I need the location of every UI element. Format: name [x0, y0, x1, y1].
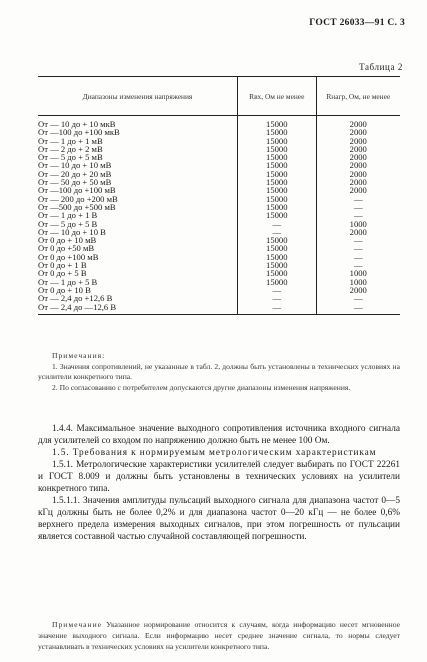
- note-1: 1. Значения сопротивлений, не указанные в табл. 2, должны быть установлены в технических условиях на усилители конкретного типа.: [38, 361, 400, 381]
- cell-range: От —500 до +500 мВ: [38, 201, 116, 212]
- cell-range: От — 2 до + 2 мВ: [38, 143, 103, 154]
- table-row: [38, 278, 400, 286]
- cell-range: От — 10 до + 10 В: [38, 226, 106, 237]
- cell-range: От —100 до +100 мВ: [38, 185, 116, 196]
- cell-range: От — 5 до + 5 мВ: [38, 152, 103, 163]
- cell-range: От 0 до + 10 мВ: [38, 235, 97, 246]
- cell-rin: 15000: [238, 236, 317, 244]
- cell-range: От — 1 до + 1 мВ: [38, 135, 103, 146]
- cell-range: От — 1 до + 5 В: [38, 276, 98, 287]
- cell-rload: —: [316, 195, 400, 203]
- cell-rload: 2000: [316, 178, 400, 186]
- page-header: ГОСТ 26033—91 С. 3: [309, 18, 405, 28]
- cell-range: От — 10 до + 10 мВ: [38, 160, 112, 171]
- cell-range: От — 50 до + 50 мВ: [38, 177, 112, 188]
- cell-rload: 2000: [316, 170, 400, 178]
- cell-range: От 0 до + 5 В: [38, 268, 87, 279]
- cell-rload: 2000: [316, 161, 400, 169]
- cell-range: От — 200 до +200 мВ: [38, 193, 118, 204]
- footnote: [38, 620, 400, 652]
- cell-rload: —: [316, 294, 400, 302]
- cell-rin: 15000: [238, 178, 317, 186]
- cell-rin: 15000: [238, 128, 317, 136]
- note-2: 2. По согласованию с потребителем допускаются другие диапазоны изменения напряжения.: [52, 382, 351, 392]
- cell-rload: 2000: [316, 116, 400, 129]
- cell-range: От — 10 до + 10 мкВ: [38, 119, 116, 129]
- cell-rload: —: [316, 211, 400, 219]
- cell-range: От 0 до +50 мВ: [38, 243, 95, 254]
- cell-rin: —: [238, 294, 317, 302]
- cell-rin: 15000: [238, 186, 317, 194]
- cell-range: От 0 до + 1 В: [38, 260, 87, 271]
- section-heading-1-5: 1.5. Требования к нормируемым метрологическим характеристикам: [52, 448, 377, 458]
- table-row: [38, 261, 400, 269]
- cell-rin: —: [238, 220, 317, 228]
- cell-rin: 15000: [238, 161, 317, 169]
- cell-rin: 15000: [238, 203, 317, 211]
- table-notes: [38, 351, 400, 393]
- cell-range: От 0 до +100 мВ: [38, 251, 99, 262]
- cell-rload: 1000: [316, 278, 400, 286]
- cell-rload: 2000: [316, 145, 400, 153]
- cell-rin: 15000: [238, 261, 317, 269]
- table-title: Таблица 2: [359, 62, 403, 72]
- paragraph-1-5-1-1: 1.5.1.1. Значения амплитуды пульсаций выходного сигнала для диапазона частот 0—5 кГц должны быть не более 0,2% и для диапазона частот 0—20 кГц — не более 0,6% верхнего предела измерения выходных сигналов, при этом погрешность от пульсации является составной частью случайной составляющей погрешности.: [38, 496, 400, 542]
- cell-rin: 15000: [238, 153, 317, 161]
- cell-range: От — 1 до + 1 В: [38, 210, 98, 221]
- cell-rin: 15000: [238, 278, 317, 286]
- column-header-rload: Rнагр, Ом, не менее: [316, 77, 400, 116]
- cell-rload: 1000: [316, 220, 400, 228]
- table-header-row: [38, 77, 400, 116]
- cell-rin: 15000: [238, 116, 317, 129]
- table-body: [38, 116, 400, 315]
- cell-range: От — 20 до + 20 мВ: [38, 168, 112, 179]
- cell-range: От — 2,4 до —12,6 В: [38, 303, 238, 315]
- cell-rload: 2000: [316, 286, 400, 294]
- cell-rin: 15000: [238, 211, 317, 219]
- cell-rin: 15000: [238, 145, 317, 153]
- cell-rin: 15000: [238, 170, 317, 178]
- footnote-text: Указанное нормирование относится к случаям, когда информацию несет мгновенное значение выходного сигнала. Если информацию несет среднее значение сигнала, то нормы следует устанавливать в технических условиях на усилители конкретного типа.: [38, 620, 400, 651]
- cell-rload: 2000: [316, 186, 400, 194]
- cell-rin: 15000: [238, 137, 317, 145]
- column-header-range: Диапазоны изменения напряжения: [38, 77, 238, 116]
- cell-rload: —: [316, 203, 400, 211]
- cell-range: От — 5 до + 5 В: [38, 218, 98, 229]
- cell-rin: —: [238, 228, 317, 236]
- cell-rload: —: [316, 244, 400, 252]
- notes-heading: Примечания:: [52, 351, 106, 360]
- cell-rload: —: [316, 236, 400, 244]
- cell-range: От 0 до + 10 В: [38, 284, 91, 295]
- table-row: [38, 303, 400, 315]
- resistance-table: [38, 76, 400, 315]
- cell-rload: 2000: [316, 153, 400, 161]
- paragraph-1-4-4: 1.4.4. Максимальное значение выходного сопротивления источника входного сигнала для усилителей со входом по напряжению должно быть не менее 100 Ом.: [38, 424, 400, 446]
- cell-rload: —: [316, 253, 400, 261]
- cell-rin: 15000: [238, 253, 317, 261]
- cell-rload: —: [316, 261, 400, 269]
- cell-rload: 2000: [316, 228, 400, 236]
- cell-rin: 15000: [238, 244, 317, 252]
- cell-rload: 2000: [316, 137, 400, 145]
- cell-rin: 15000: [238, 269, 317, 277]
- cell-rload: 1000: [316, 269, 400, 277]
- cell-range: От —100 до +100 мкВ: [38, 127, 120, 138]
- cell-rin: —: [238, 286, 317, 294]
- cell-rin: —: [238, 303, 317, 315]
- column-header-rin: Rвх, Ом не менее: [238, 77, 317, 116]
- cell-rin: 15000: [238, 195, 317, 203]
- paragraph-1-5-1: 1.5.1. Метрологические характеристики усилителей следует выбирать по ГОСТ 22261 и ГОСТ 8.009 и должны быть установлены в технических условиях на усилители конкретного типа.: [38, 460, 400, 494]
- cell-rload: —: [316, 303, 400, 315]
- cell-rload: 2000: [316, 128, 400, 136]
- cell-range: От — 2,4 до +12,6 В: [38, 293, 113, 304]
- footnote-label: Примечание: [52, 620, 103, 629]
- table-row: [38, 253, 400, 261]
- main-text: [38, 423, 400, 543]
